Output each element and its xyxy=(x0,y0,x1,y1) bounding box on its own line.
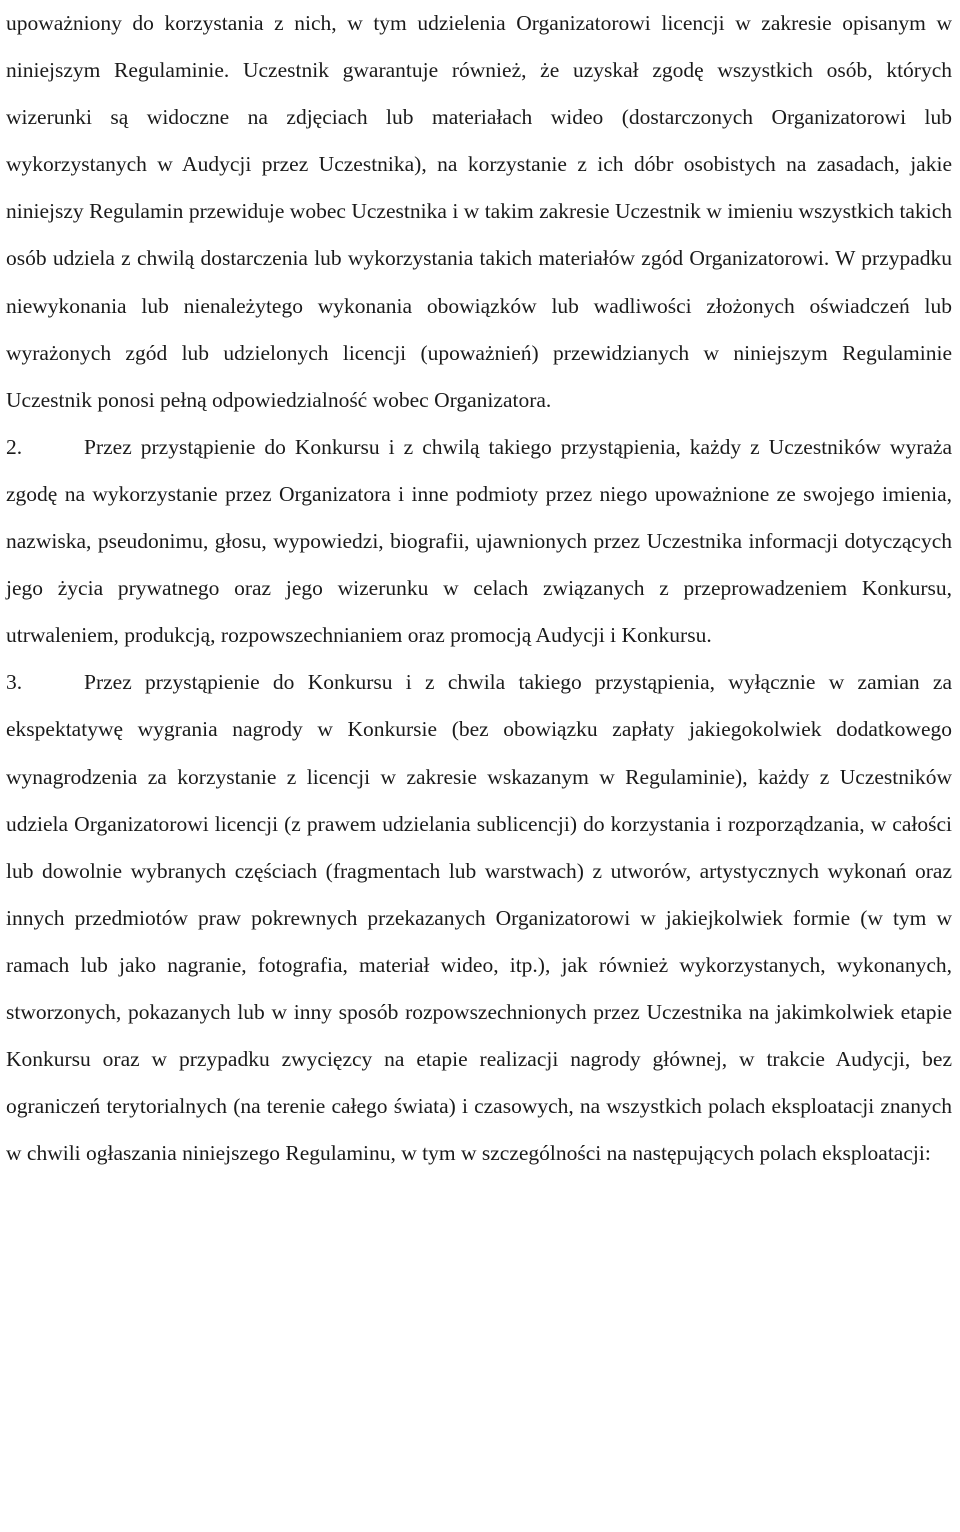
paragraph-3 xyxy=(6,659,952,1177)
paragraph-text: upoważniony do korzystania z nich, w tym udzielenia Organizatorowi licencji w zakresie opisanym w niniejszym Regulaminie. Uczestnik gwarantuje również, że uzyskał zgodę wszystkich osób, których wizerunki są widoczne na zdjęciach lub materiałach wideo (dostarczonych Organizatorowi lub wykorzystanych w Audycji przez Uczestnika), na korzystanie z ich dóbr osobistych na zasadach, jakie niniejszy Regulamin przewiduje wobec Uczestnika i w takim zakresie Uczestnik w imieniu wszystkich takich osób udziela z chwilą dostarczenia lub wykorzystania takich materiałów zgód Organizatorowi. W przypadku niewykonania lub nienależytego wykonania obowiązków lub wadliwości złożonych oświadczeń lub wyrażonych zgód lub udzielonych licencji (upoważnień) przewidzianych w niniejszym Regulaminie Uczestnik ponosi pełną odpowiedzialność wobec Organizatora. xyxy=(6,11,952,412)
paragraph-text: Przez przystąpienie do Konkursu i z chwila takiego przystąpienia, wyłącznie w zamian za ekspektatywę wygrania nagrody w Konkursie (bez obowiązku zapłaty jakiegokolwiek dodatkowego wynagrodzenia za korzystanie z licencji w zakresie wskazanym w Regulaminie), każdy z Uczestników udziela Organizatorowi licencji (z prawem udzielania sublicencji) do korzystania i rozporządzania, w całości lub dowolnie wybranych częściach (fragmentach lub warstwach) z utworów, artystycznych wykonań oraz innych przedmiotów praw pokrewnych przekazanych Organizatorowi w jakiejkolwiek formie (w tym w ramach lub jako nagranie, fotografia, materiał wideo, itp.), jak również wykorzystanych, wykonanych, stworzonych, pokazanych lub w inny sposób rozpowszechnionych przez Uczestnika na jakimkolwiek etapie Konkursu oraz w przypadku zwycięzcy na etapie realizacji nagrody głównej, w trakcie Audycji, bez ograniczeń terytorialnych (na terenie całego świata) i czasowych, na wszystkich polach eksploatacji znanych w chwili ogłaszania niniejszego Regulaminu, w tym w szczególności na następujących polach eksploatacji: xyxy=(6,670,952,1166)
paragraph-2 xyxy=(6,424,952,659)
paragraph-text: Przez przystąpienie do Konkursu i z chwilą takiego przystąpienia, każdy z Uczestników wyraża zgodę na wykorzystanie przez Organizatora i inne podmioty przez niego upoważnione ze swojego imienia, nazwiska, pseudonimu, głosu, wypowiedzi, biografii, ujawnionych przez Uczestnika informacji dotyczących jego życia prywatnego oraz jego wizerunku w celach związanych z przeprowadzeniem Konkursu, utrwaleniem, produkcją, rozpowszechnianiem oraz promocją Audycji i Konkursu. xyxy=(6,434,952,648)
paragraph-number: 2. xyxy=(6,434,23,459)
paragraph-continuation xyxy=(6,0,952,424)
document-page xyxy=(6,0,952,1177)
paragraph-number: 3. xyxy=(6,670,23,695)
